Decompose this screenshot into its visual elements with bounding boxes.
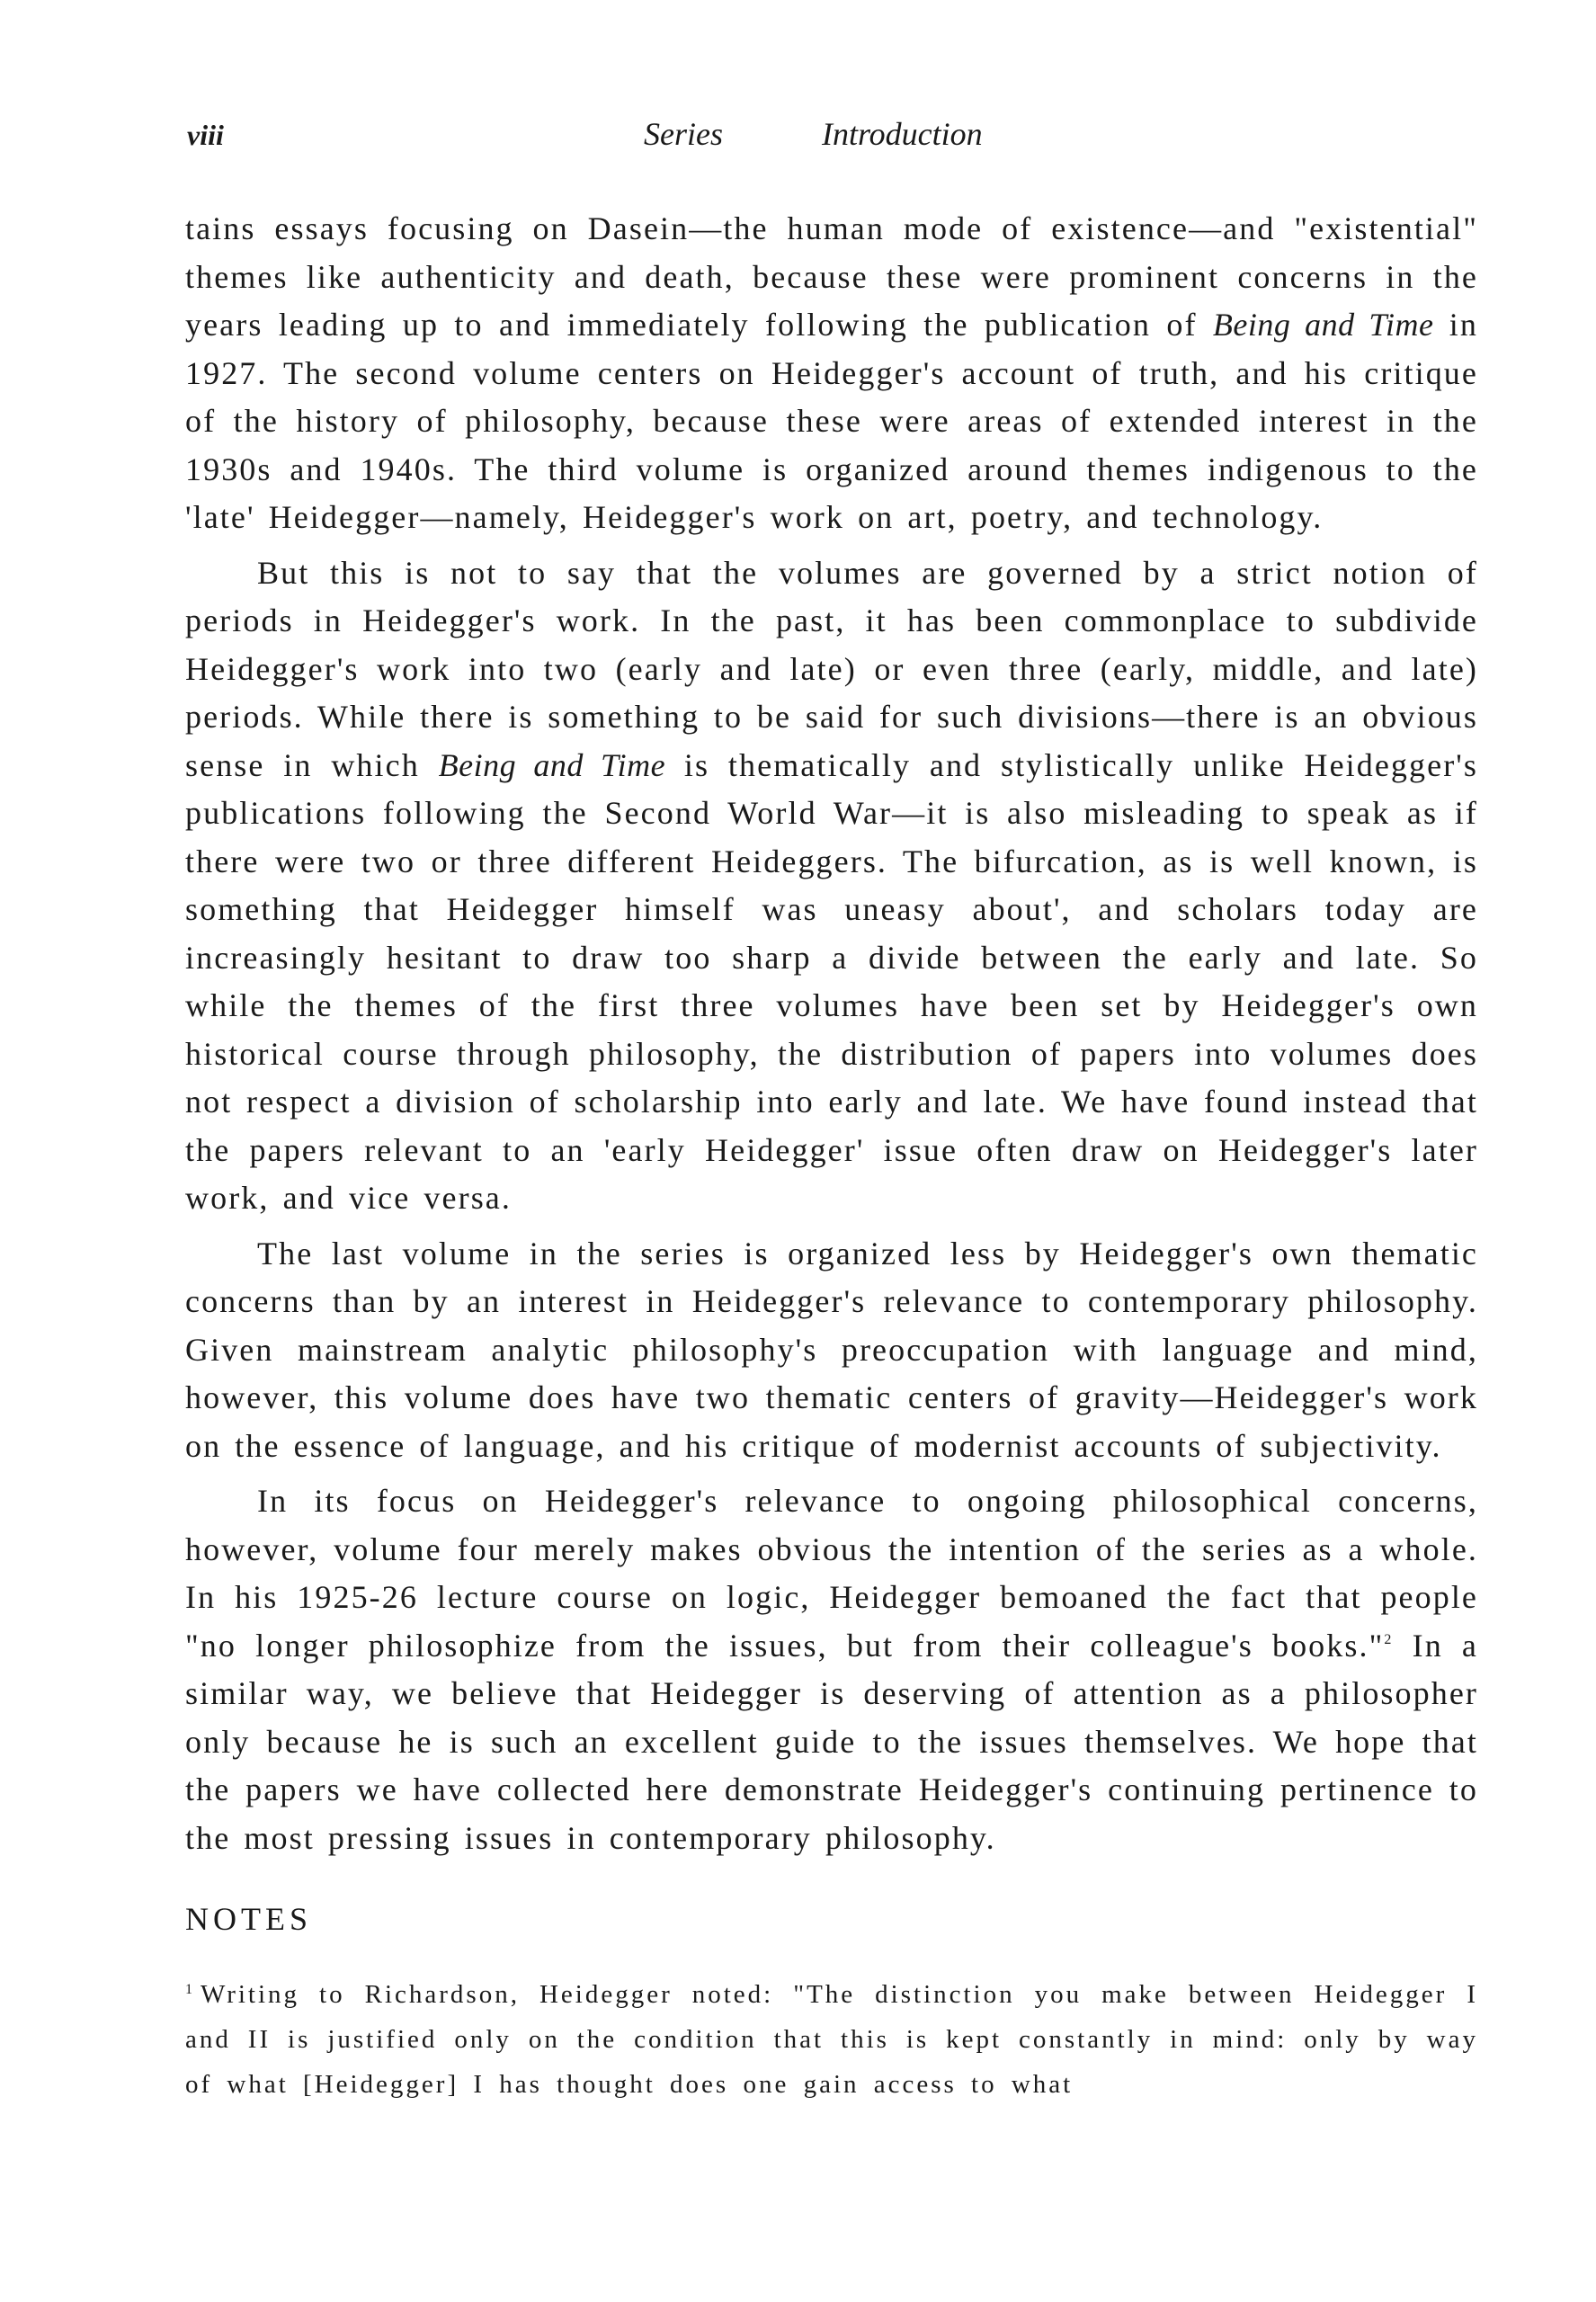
- footnote-1: [185, 1972, 1478, 2107]
- paragraph-4: [185, 1477, 1478, 1862]
- paragraph-1-text-b: in 1927. The second volume centers on Heidegger's account of truth, and his critique of the history of philosophy, because these were areas of extended interest in the 1930s and 1940s. The third volume is organized around themes indigenous to the 'late' Heidegger—namely, Heidegger's work on art, poetry, and technology.: [185, 307, 1478, 535]
- paragraph-1-text-a: tains essays focusing on Dasein—the human mode of existence—and "existential" themes like authenticity and death, because these were prominent concerns in the years leading up to and immediately following the publication of: [185, 210, 1478, 343]
- paragraph-3-text: The last volume in the series is organized less by Heidegger's own thematic concerns than by an interest in Heidegger's relevance to contemporary philosophy. Given mainstream analytic philosophy's preoccupation with language and mind, however, this volume does have two thematic centers of gravity—Heidegger's work on the essence of language, and his critique of modernist accounts of subjectivity.: [185, 1235, 1478, 1464]
- running-title-introduction: Introduction: [822, 116, 983, 152]
- body-text: [185, 205, 1478, 2107]
- paragraph-3: [185, 1230, 1478, 1471]
- paragraph-2-text-b: is thematically and stylistically unlike Heidegger's publications following the Second World War—it is also misleading to speak as if there were two or three different Heideggers. The bifurcation, as is well known, is something that Heidegger himself was uneasy about', and scholars today are increasingly hesitant to draw too sharp a divide between the early and late. So while the themes of the first three volumes have been set by Heidegger's own historical course through philosophy, the distribution of papers into volumes does not respect a division of scholarship into early and late. We have found instead that the papers relevant to an 'early Heidegger' issue often draw on Heidegger's later work, and vice versa.: [185, 746, 1479, 1216]
- paragraph-4-text-b: In a similar way, we believe that Heidegger is deserving of attention as a philosopher only because he is such an excellent guide to the issues themselves. We hope that the papers we have collected here demonstrate Heidegger's continuing pertinence to the most pressing issues in contemporary philosophy.: [185, 1627, 1478, 1856]
- notes-heading: NOTES: [185, 1901, 312, 1937]
- page-number: viii: [187, 119, 224, 151]
- footnote-reference: 2: [1384, 1631, 1394, 1647]
- running-header: [0, 115, 1596, 160]
- running-title-series: Series: [644, 116, 723, 152]
- paragraph-2-text-a: But this is not to say that the volumes are governed by a strict notion of periods in Heidegger's work. In the past, it has been commonplace to subdivide Heidegger's work into two (early and late) or even three (early, middle, and late) periods. While there is something to be said for such divisions—there is an obvious sense in which: [185, 554, 1478, 783]
- footnote-1-text: Writing to Richardson, Heidegger noted: "The distinction you make between Heidegger I and II is justified only on the condition that this is kept constantly in mind: only by way of what [Heidegger] I has thought does one gain access to what: [185, 1980, 1478, 2099]
- book-title-being-and-time: Being and Time: [438, 746, 666, 783]
- book-title-being-and-time: Being and Time: [1212, 307, 1434, 343]
- paragraph-2: [185, 549, 1478, 1223]
- paragraph-1: [185, 205, 1478, 542]
- footnote-marker: 1: [185, 1982, 195, 1997]
- paragraph-4-text-a: In its focus on Heidegger's relevance to ongoing philosophical concerns, however, volume four merely makes obvious the intention of the series as a whole. In his 1925-26 lecture course on logic, Heidegger bemoaned the fact that people "no longer philosophize from the issues, but from their colleague's books.": [185, 1483, 1478, 1664]
